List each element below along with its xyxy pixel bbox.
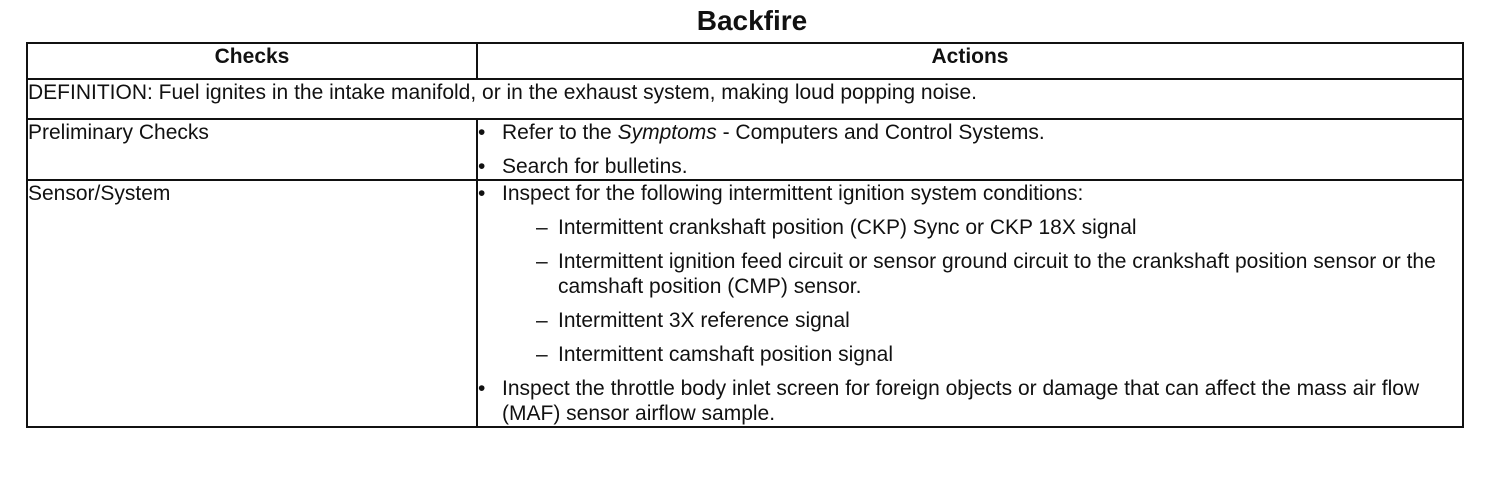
sub-item-text: Intermittent crankshaft position (CKP) Sync or CKP 18X signal <box>558 216 1137 239</box>
action-text-emphasis: Symptoms <box>617 121 717 144</box>
dash-icon: – <box>536 250 548 273</box>
sub-item <box>502 215 1462 240</box>
action-text: Inspect the throttle body inlet screen for foreign objects or damage that can affect the mass air flow (MAF) sensor airflow sample. <box>502 377 1420 425</box>
actions-cell <box>477 180 1463 427</box>
table-row <box>27 180 1463 427</box>
action-item <box>478 154 1462 179</box>
sub-item-text: Intermittent 3X reference signal <box>558 309 850 332</box>
action-item <box>478 120 1462 145</box>
dash-icon: – <box>536 343 548 366</box>
bullet-icon: • <box>478 121 486 144</box>
definition-text: DEFINITION: Fuel ignites in the intake manifold, or in the exhaust system, making loud popping noise. <box>27 79 1463 119</box>
action-text: Inspect for the following intermittent ignition system conditions: <box>502 182 1084 205</box>
sub-item <box>502 249 1462 299</box>
action-text: Search for bulletins. <box>502 155 688 178</box>
action-text-prefix: Refer to the <box>502 121 618 144</box>
check-label: Preliminary Checks <box>27 119 477 180</box>
bullet-icon: • <box>478 182 486 205</box>
column-header-checks: Checks <box>27 43 477 79</box>
actions-cell <box>477 119 1463 180</box>
sub-item <box>502 308 1462 333</box>
bullet-icon: • <box>478 377 486 400</box>
sub-item-text: Intermittent ignition feed circuit or sensor ground circuit to the crankshaft position sensor or the camshaft position (CMP) sensor. <box>558 250 1436 298</box>
table-header-row <box>27 43 1463 79</box>
sub-item <box>502 342 1462 367</box>
sub-item-text: Intermittent camshaft position signal <box>558 343 893 366</box>
definition-row <box>27 79 1463 119</box>
check-label: Sensor/System <box>27 180 477 427</box>
page-title: Backfire <box>696 5 808 36</box>
table-row <box>27 119 1463 180</box>
dash-icon: – <box>536 216 548 239</box>
diagnostic-table <box>26 42 1464 428</box>
action-item <box>478 376 1462 426</box>
column-header-actions: Actions <box>477 43 1463 79</box>
dash-icon: – <box>536 309 548 332</box>
action-text-suffix: - Computers and Control Systems. <box>716 121 1045 144</box>
action-item <box>478 181 1462 367</box>
bullet-icon: • <box>478 155 486 178</box>
